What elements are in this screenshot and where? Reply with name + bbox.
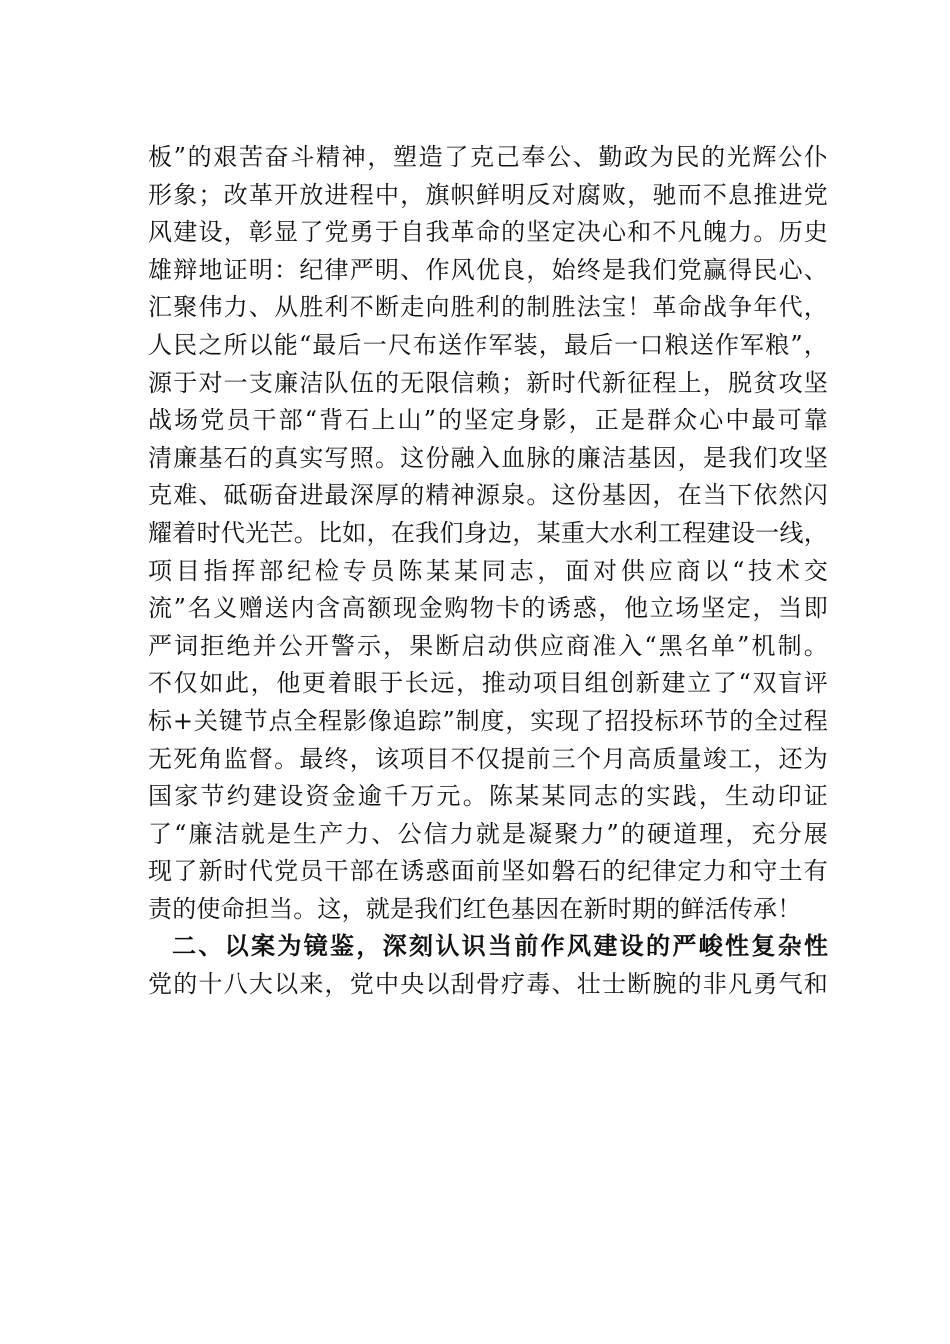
body-line: 无死角监督。最终，该项目不仅提前三个月高质量竣工，还为	[148, 744, 828, 773]
body-line: 国家节约建设资金逾千万元。陈某某同志的实践，生动印证	[148, 782, 828, 811]
body-line-next: 党的十八大以来，党中央以刮骨疗毒、壮士断腕的非凡勇气和	[148, 970, 828, 999]
body-line: 项目指挥部纪检专员陈某某同志，面对供应商以“技术交	[148, 556, 828, 585]
body-line: 板”的艰苦奋斗精神，塑造了克己奉公、勤政为民的光辉公仆	[148, 143, 828, 171]
document-body	[148, 139, 828, 1004]
body-line: 形象；改革开放进程中，旗帜鲜明反对腐败，驰而不息推进党	[148, 180, 828, 209]
body-line: 流”名义赠送内含高额现金购物卡的诱惑，他立场坚定，当即	[148, 594, 828, 623]
body-line: 现了新时代党员干部在诱惑面前坚如磐石的纪律定力和守土有	[148, 857, 828, 886]
body-line: 克难、砥砺奋进最深厚的精神源泉。这份基因，在当下依然闪	[148, 481, 828, 510]
body-line: 了“廉洁就是生产力、公信力就是凝聚力”的硬道理，充分展	[148, 819, 828, 848]
body-line-last: 责的使命担当。这，就是我们红色基因在新时期的鲜活传承！	[148, 894, 802, 923]
body-line: 清廉基石的真实写照。这份融入血脉的廉洁基因，是我们攻坚	[148, 443, 828, 472]
body-line: 不仅如此，他更着眼于长远，推动项目组创新建立了“双盲评	[148, 669, 828, 698]
body-line: 人民之所以能“最后一尺布送作军装，最后一口粮送作军粮”，	[148, 330, 828, 359]
body-line: 雄辩地证明：纪律严明、作风优良，始终是我们党赢得民心、	[148, 255, 828, 284]
body-line: 耀着时代光芒。比如，在我们身边，某重大水利工程建设一线，	[148, 518, 828, 547]
section-heading: 二、以案为镜鉴，深刻认识当前作风建设的严峻性复杂性	[172, 932, 828, 961]
body-line: 严词拒绝并公开警示，果断启动供应商准入“黑名单”机制。	[148, 631, 828, 660]
body-line: 源于对一支廉洁队伍的无限信赖；新时代新征程上，脱贫攻坚	[148, 368, 828, 397]
body-line: 风建设，彰显了党勇于自我革命的坚定决心和不凡魄力。历史	[148, 218, 828, 247]
body-line: 标+关键节点全程影像追踪”制度，实现了招投标环节的全过程	[148, 706, 828, 735]
body-line: 汇聚伟力、从胜利不断走向胜利的制胜法宝！革命战争年代，	[148, 293, 828, 322]
body-line: 战场党员干部“背石上山”的坚定身影，正是群众心中最可靠	[148, 406, 828, 435]
